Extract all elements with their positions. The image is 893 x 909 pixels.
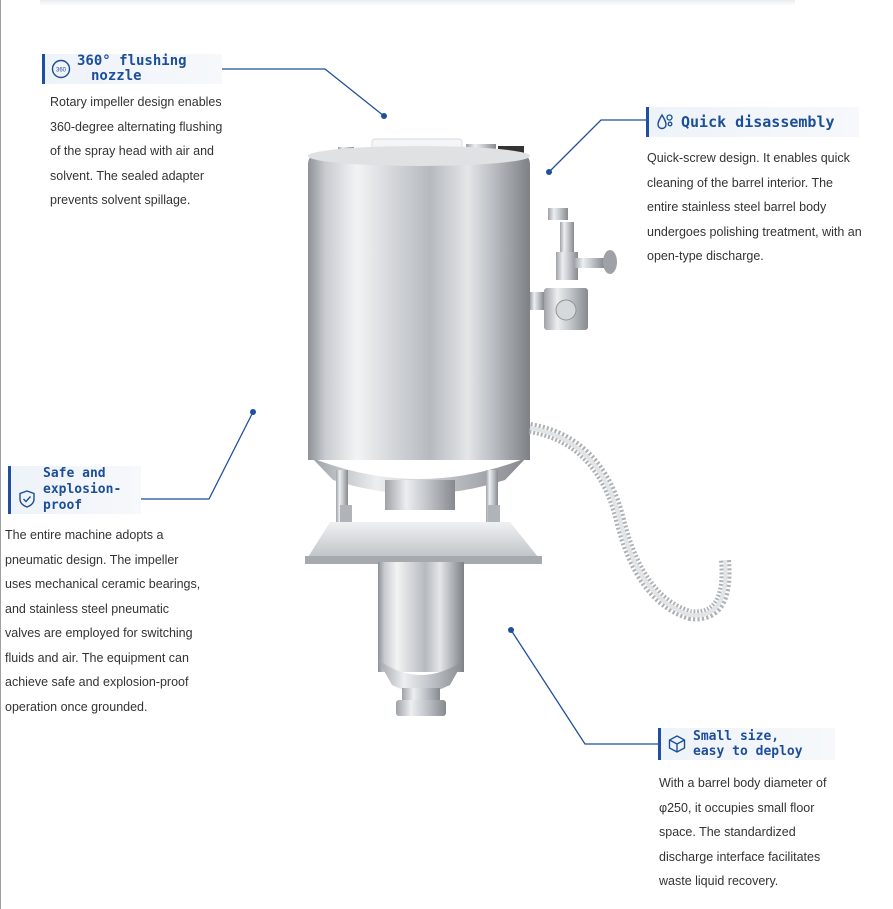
drops-icon xyxy=(655,112,675,132)
safety-title-bar xyxy=(8,466,141,514)
svg-text:360: 360 xyxy=(55,67,67,74)
disassembly-line: open-type discharge. xyxy=(647,249,764,263)
safety-line: pneumatic design. The impeller xyxy=(5,552,179,567)
flushing-title-bar xyxy=(42,54,222,84)
disassembly-line: undergoes polishing treatment, with an xyxy=(647,224,862,239)
size-title-bar xyxy=(658,728,835,760)
size-line: waste liquid recovery. xyxy=(659,874,779,888)
flushing-line: Rotary impeller design enables xyxy=(50,95,222,109)
disassembly-description xyxy=(647,146,862,269)
safety-line: operation once grounded. xyxy=(5,699,148,714)
safety-line: fluids and air. The equipment can xyxy=(5,650,189,665)
size-line: discharge interface facilitates xyxy=(659,849,821,864)
flushing-title-line-1: 360° flushing xyxy=(77,53,187,69)
safety-line: and stainless steel pneumatic xyxy=(5,601,169,616)
flushing-line: of the spray head with air and xyxy=(50,144,214,158)
flushing-description xyxy=(50,90,222,213)
safety-title-line-1: Safe and xyxy=(43,466,106,481)
cube-icon xyxy=(667,734,687,754)
safety-description xyxy=(5,523,200,719)
disassembly-line: entire stainless steel barrel body xyxy=(647,200,827,214)
flushing-line: prevents solvent spillage. xyxy=(50,193,191,207)
size-title-line-2: easy to deploy xyxy=(693,744,803,759)
size-title-line-1: Small size, xyxy=(693,729,780,744)
safety-line: valves are employed for switching xyxy=(5,626,193,640)
size-line: With a barrel body diameter of xyxy=(659,776,827,790)
disassembly-line: cleaning of the barrel interior. The xyxy=(647,175,833,190)
disassembly-line: Quick-screw design. It enables quick xyxy=(647,151,850,165)
360-rotate-icon xyxy=(51,59,71,79)
flushing-line: solvent. The sealed adapter xyxy=(50,168,205,183)
size-description xyxy=(659,771,826,894)
shield-check-icon xyxy=(17,489,37,509)
safety-line: achieve safe and explosion-proof xyxy=(5,675,189,689)
safety-title-line-2: explosion- xyxy=(43,482,122,497)
safety-line: The entire machine adopts a xyxy=(5,528,164,542)
flushing-title-line-2: nozzle xyxy=(91,68,142,84)
flushing-line: 360-degree alternating flushing xyxy=(50,119,223,134)
size-line: space. The standardized xyxy=(659,825,796,839)
disassembly-title-bar xyxy=(646,107,859,137)
size-line: φ250, it occupies small floor xyxy=(659,800,815,815)
disassembly-title: Quick disassembly xyxy=(681,112,835,131)
safety-line: uses mechanical ceramic bearings, xyxy=(5,577,201,591)
safety-title-line-3: proof xyxy=(43,498,83,513)
